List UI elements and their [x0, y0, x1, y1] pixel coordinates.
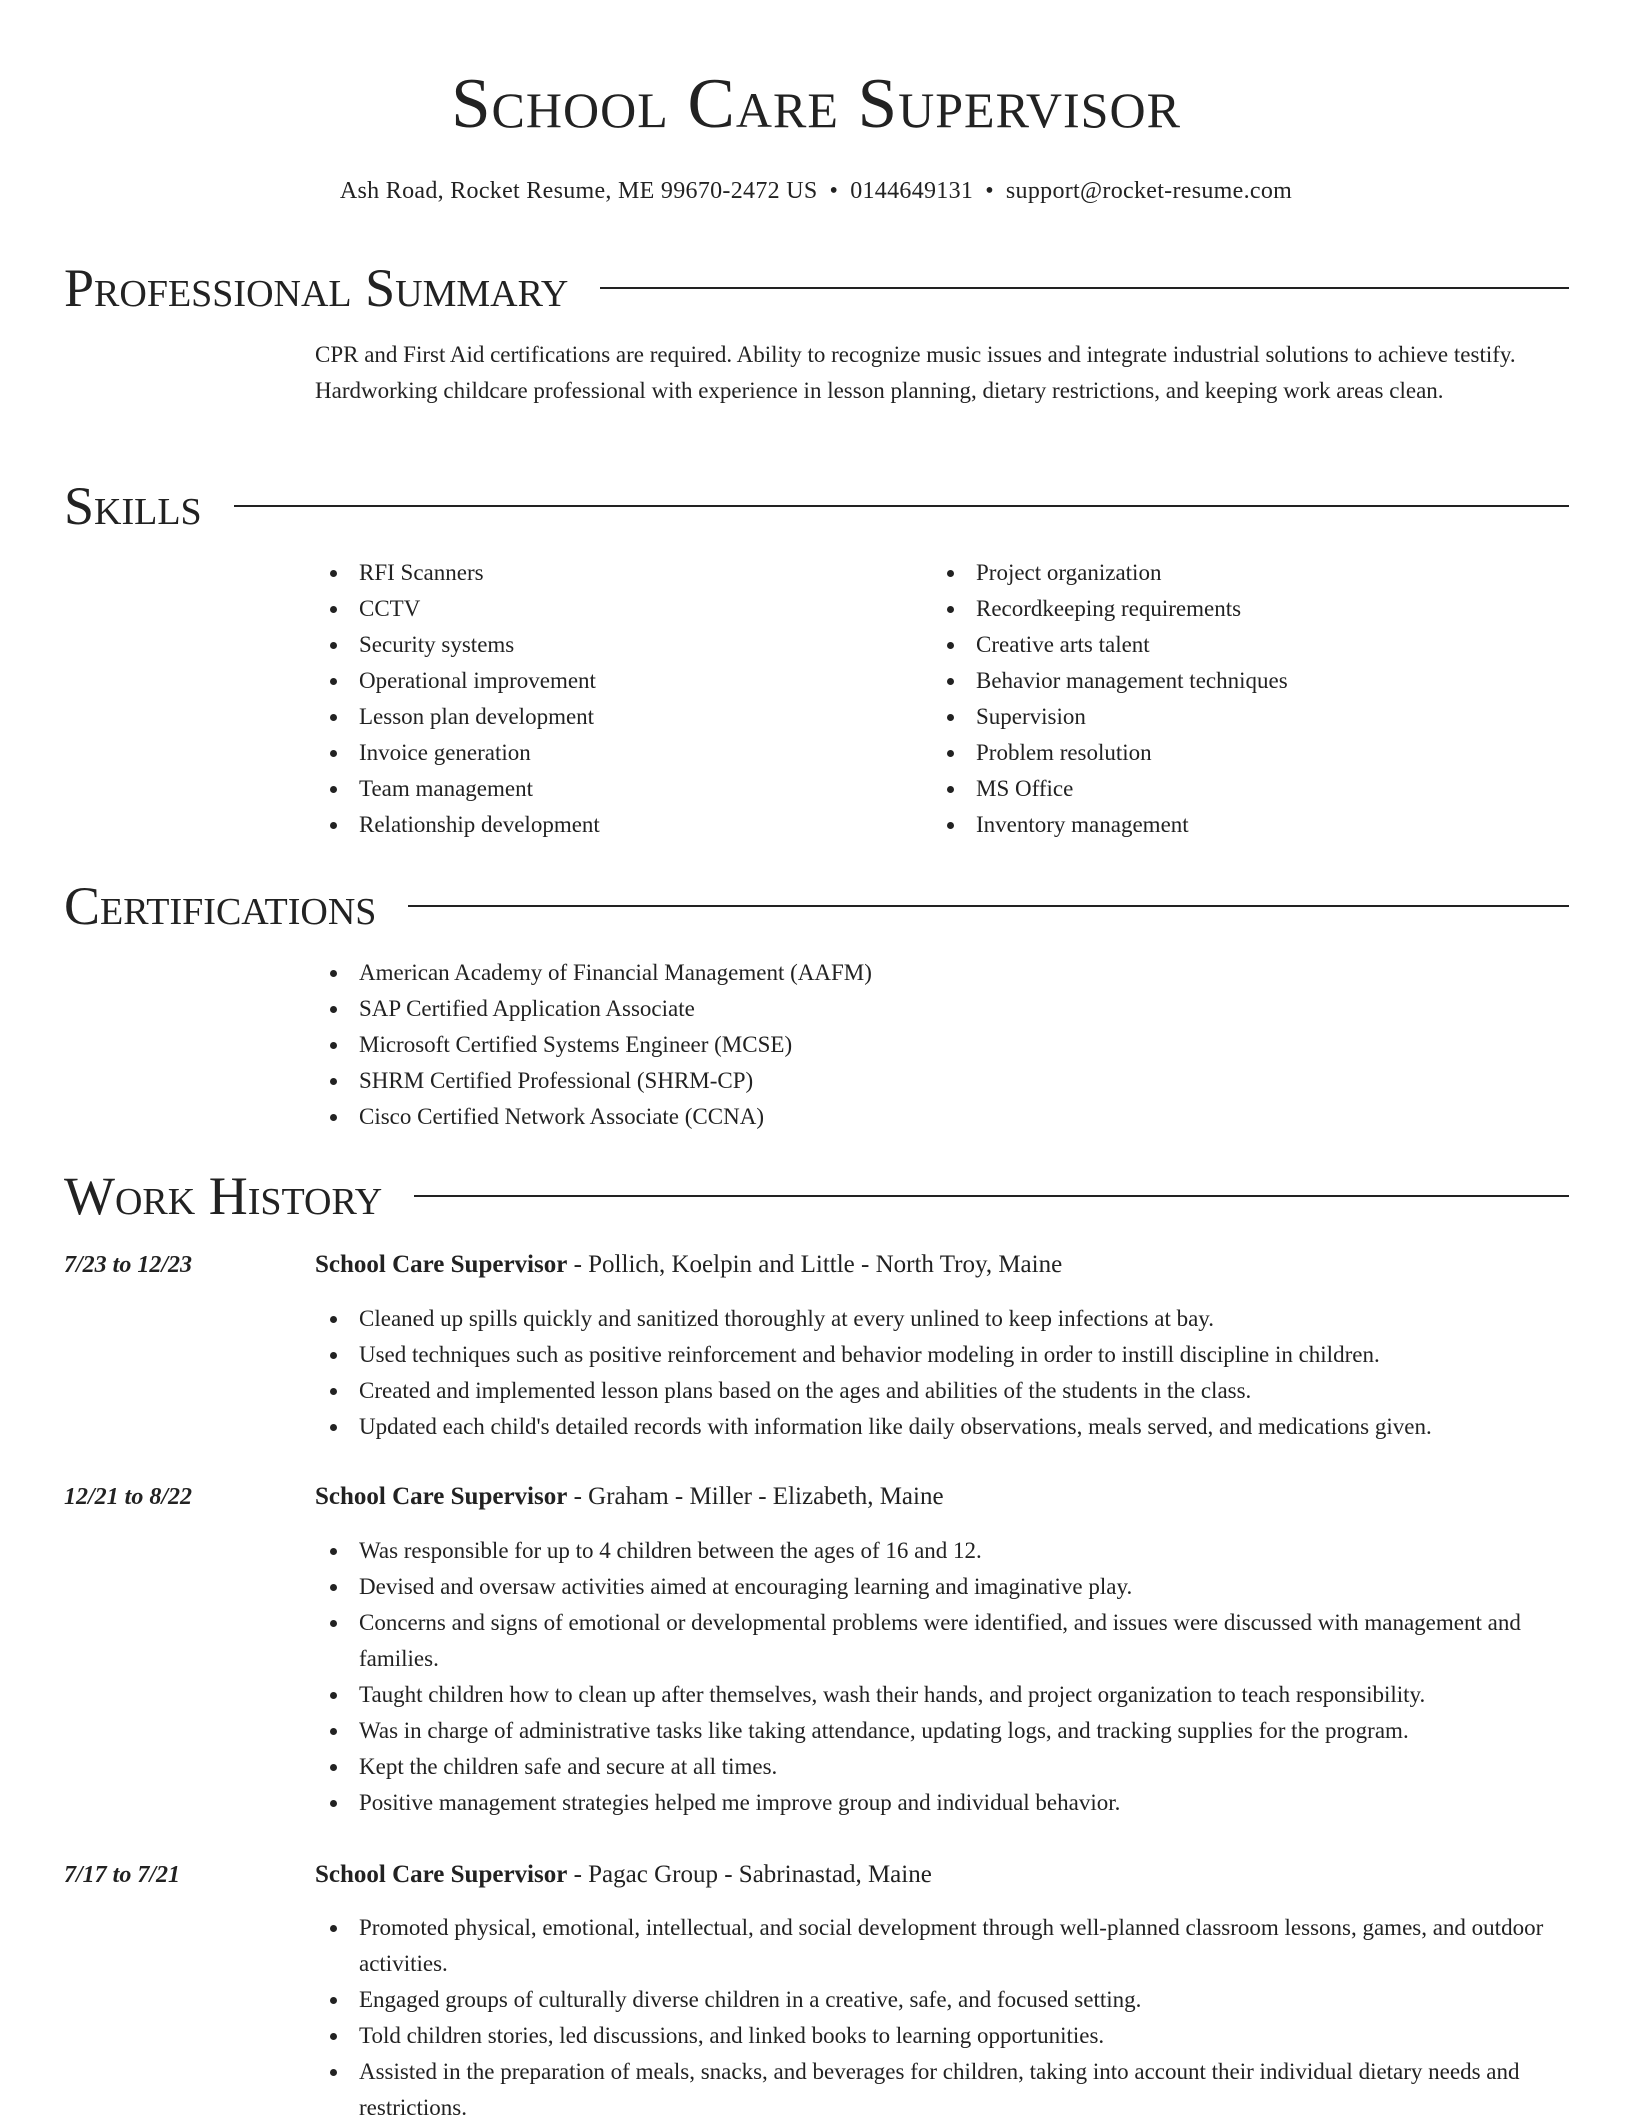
job-header [315, 1247, 1570, 1283]
job-bullet: Concerns and signs of emotional or developmental problems were identified, and issues were discussed with management and families. [315, 1605, 1570, 1677]
skills-list-right [932, 555, 1572, 843]
job-bullet: Cleaned up spills quickly and sanitized thoroughly at every unlined to keep infections at bay. [315, 1301, 1570, 1337]
skill-item: Inventory management [932, 807, 1572, 843]
certifications-section-header [64, 874, 1569, 938]
section-divider [408, 905, 1569, 907]
skill-item: Team management [315, 771, 915, 807]
skills-heading: Skills [64, 476, 202, 536]
skill-item: RFI Scanners [315, 555, 915, 591]
skill-item: Creative arts talent [932, 627, 1572, 663]
job-dates: 12/21 to 8/22 [64, 1484, 193, 1510]
skill-item: Problem resolution [932, 735, 1572, 771]
contact-phone: 0144649131 [850, 178, 974, 204]
skill-item: CCTV [315, 591, 915, 627]
job-employer-location: - Graham - Miller - Elizabeth, Maine [567, 1483, 944, 1510]
job-bullets [315, 1533, 1570, 1821]
job-employer-location: - Pagac Group - Sabrinastad, Maine [567, 1861, 932, 1888]
job-bullet: Engaged groups of culturally diverse children in a creative, safe, and focused setting. [315, 1982, 1570, 2018]
job-bullets [315, 1910, 1570, 2126]
job-dates: 7/17 to 7/21 [64, 1862, 181, 1888]
job-dates: 7/23 to 12/23 [64, 1252, 193, 1278]
contact-separator: • [829, 178, 839, 204]
summary-text: CPR and First Aid certifications are required. Ability to recognize music issues and integrate industrial solutions to achieve testify. Hardworking childcare professional with experience in lesson planning, dietary restrictions, and keeping work areas clean. [315, 342, 1516, 403]
summary-section-header [64, 256, 1569, 320]
job-bullet: Assisted in the preparation of meals, snacks, and beverages for children, taking into account their individual dietary needs and restrictions. [315, 2054, 1570, 2126]
contact-line [0, 174, 1632, 208]
section-divider [234, 505, 1569, 507]
skill-item: Supervision [932, 699, 1572, 735]
work-history-heading: Work History [64, 1166, 383, 1226]
skill-item: Recordkeeping requirements [932, 591, 1572, 627]
skill-item: Relationship development [315, 807, 915, 843]
job-bullet: Updated each child's detailed records with information like daily observations, meals served, and medications given. [315, 1409, 1570, 1445]
job-bullet: Used techniques such as positive reinforcement and behavior modeling in order to instill discipline in children. [315, 1337, 1570, 1373]
skill-item: Behavior management techniques [932, 663, 1572, 699]
skill-item: MS Office [932, 771, 1572, 807]
job-title: School Care Supervisor [315, 1483, 568, 1510]
job-header [315, 1479, 1570, 1515]
job-title: School Care Supervisor [315, 1251, 568, 1278]
contact-address: Ash Road, Rocket Resume, ME 99670-2472 US [339, 178, 818, 204]
skills-section-header [64, 474, 1569, 538]
job-bullet: Positive management strategies helped me improve group and individual behavior. [315, 1785, 1570, 1821]
certification-item: SHRM Certified Professional (SHRM-CP) [315, 1063, 1570, 1099]
summary-heading: Professional Summary [64, 258, 569, 318]
resume-name: School Care Supervisor [451, 65, 1181, 143]
skill-item: Operational improvement [315, 663, 915, 699]
job-bullet: Promoted physical, emotional, intellectual, and social development through well-planned classroom lessons, games, and outdoor activities. [315, 1910, 1570, 1982]
skill-item: Invoice generation [315, 735, 915, 771]
skills-list-left [315, 555, 915, 843]
certification-item: SAP Certified Application Associate [315, 991, 1570, 1027]
job-bullet: Devised and oversaw activities aimed at encouraging learning and imaginative play. [315, 1569, 1570, 1605]
job-bullet: Kept the children safe and secure at all times. [315, 1749, 1570, 1785]
skill-item: Lesson plan development [315, 699, 915, 735]
job-bullet: Taught children how to clean up after themselves, wash their hands, and project organization to teach responsibility. [315, 1677, 1570, 1713]
job-employer-location: - Pollich, Koelpin and Little - North Troy, Maine [567, 1251, 1063, 1278]
certification-item: American Academy of Financial Management (AAFM) [315, 955, 1570, 991]
work-history-section-header [64, 1164, 1569, 1228]
job-header [315, 1857, 1570, 1893]
certifications-heading: Certifications [64, 876, 377, 936]
job-bullets [315, 1301, 1570, 1445]
job-bullet: Told children stories, led discussions, and linked books to learning opportunities. [315, 2018, 1570, 2054]
section-divider [414, 1195, 1569, 1197]
certifications-list [315, 955, 1570, 1135]
job-bullet: Was in charge of administrative tasks like taking attendance, updating logs, and tracking supplies for the program. [315, 1713, 1570, 1749]
contact-email: support@rocket-resume.com [1005, 178, 1293, 204]
job-bullet: Created and implemented lesson plans based on the ages and abilities of the students in the class. [315, 1373, 1570, 1409]
certification-item: Microsoft Certified Systems Engineer (MCSE) [315, 1027, 1570, 1063]
certification-item: Cisco Certified Network Associate (CCNA) [315, 1099, 1570, 1135]
section-divider [600, 287, 1569, 289]
skill-item: Project organization [932, 555, 1572, 591]
contact-separator: • [985, 178, 994, 204]
skill-item: Security systems [315, 627, 915, 663]
job-title: School Care Supervisor [315, 1861, 568, 1888]
job-bullet: Was responsible for up to 4 children between the ages of 16 and 12. [315, 1533, 1570, 1569]
